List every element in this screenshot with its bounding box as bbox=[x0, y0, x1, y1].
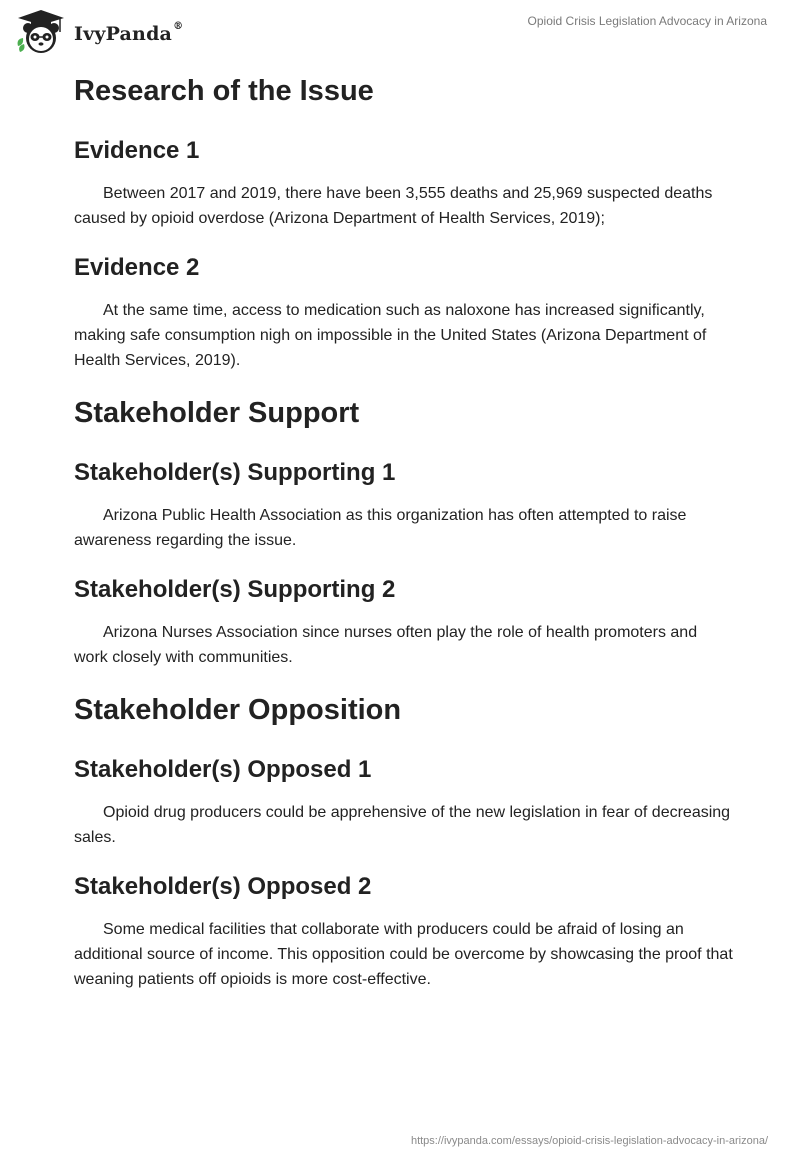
paragraph-evidence-1: Between 2017 and 2019, there have been 3,555 deaths and 25,969 suspected deaths caused by opioid overdose (Arizona Department of Health Services, 2019); bbox=[74, 185, 713, 227]
section-heading-research: Research of the Issue bbox=[74, 75, 374, 107]
section-heading-support: Stakeholder Support bbox=[74, 397, 360, 429]
section-heading-opposition: Stakeholder Opposition bbox=[74, 694, 402, 726]
subheading-opposed-1: Stakeholder(s) Opposed 1 bbox=[74, 756, 372, 783]
panda-logo-icon bbox=[14, 8, 68, 56]
paragraph-evidence-2: At the same time, access to medication such as naloxone has increased significantly, making safe consumption nigh on impossible in the United States (Arizona Department of Health Services, 2019). bbox=[74, 302, 707, 369]
brand-name-text: IvyPanda bbox=[74, 23, 173, 45]
source-url-link[interactable]: https://ivypanda.com/essays/opioid-crisis-legislation-advocacy-in-arizona/ bbox=[410, 1135, 768, 1147]
brand-name bbox=[74, 23, 183, 45]
paragraph-opposed-2: Some medical facilities that collaborate with producers could be afraid of losing an additional source of income. This opposition could be overcome by showcasing the proof that weaning patients off opioids is more cost-effective. bbox=[74, 921, 733, 988]
page-header bbox=[0, 0, 800, 60]
subheading-supporting-1: Stakeholder(s) Supporting 1 bbox=[74, 459, 396, 486]
paragraph-supporting-1: Arizona Public Health Association as this organization has often attempted to raise awareness regarding the issue. bbox=[74, 507, 687, 549]
subheading-opposed-2: Stakeholder(s) Opposed 2 bbox=[74, 873, 372, 900]
subheading-evidence-2: Evidence 2 bbox=[74, 254, 200, 281]
subheading-evidence-1: Evidence 1 bbox=[74, 137, 200, 164]
document-title: Opioid Crisis Legislation Advocacy in Arizona bbox=[527, 14, 767, 28]
brand-logo[interactable] bbox=[14, 8, 183, 56]
essay-body bbox=[74, 72, 734, 992]
paragraph-supporting-2: Arizona Nurses Association since nurses often play the role of health promoters and work closely with communities. bbox=[74, 624, 698, 666]
paragraph-opposed-1: Opioid drug producers could be apprehensive of the new legislation in fear of decreasing sales. bbox=[74, 804, 731, 846]
subheading-supporting-2: Stakeholder(s) Supporting 2 bbox=[74, 576, 396, 603]
brand-registered-mark: ® bbox=[173, 21, 184, 32]
